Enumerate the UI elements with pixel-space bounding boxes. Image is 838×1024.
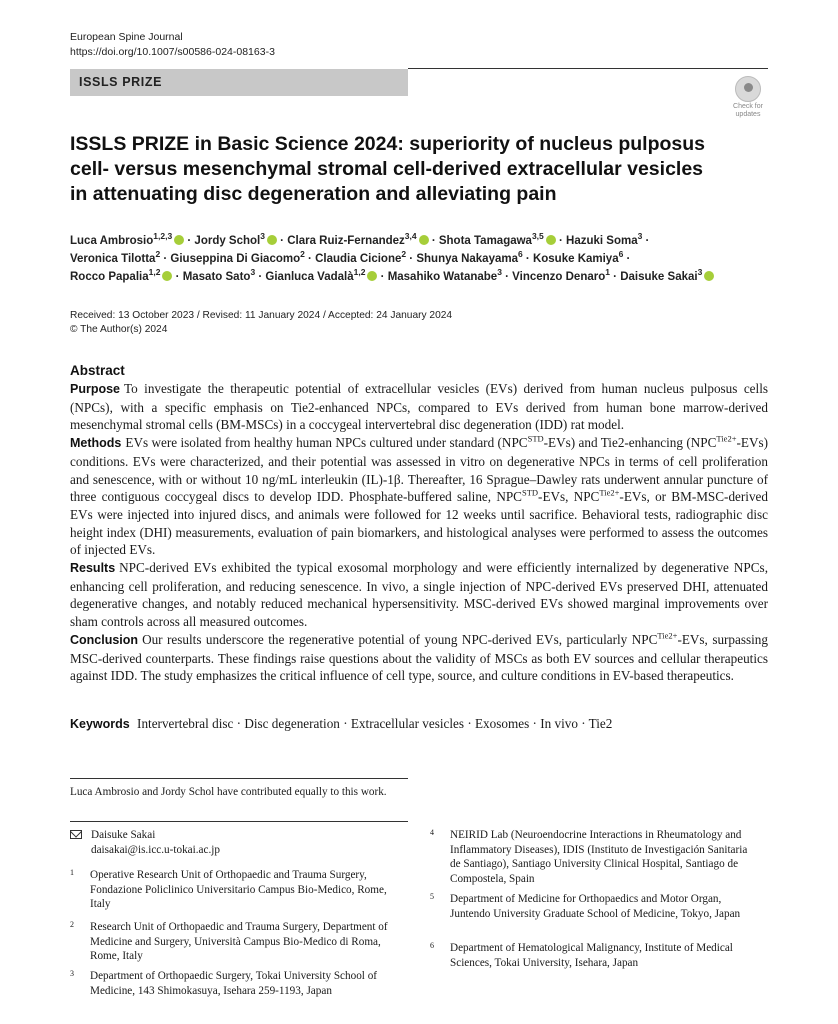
author-affiliation: 3 [250,267,256,278]
orcid-icon[interactable] [162,271,172,281]
author-affiliation: 1 [605,267,610,278]
abstract-methods: Methods EVs were isolated from healthy human NPCs cultured under standard $(NPC^{STD}-EVs)$ and Tie2-enhancing $(NPC^{Tie2+}-EVs)$ conditions. EVs were characterized, and their potential was assessed in vitro on degenerative NPCs in terms of cell proliferation and senescence, with or without 10 ng/mL interleukin (IL)-1β. Thereafter, 16 Sprague–Dawley rats underwent annular puncture of three contiguous coccygeal discs to develop IDD. Phosphate-buffered saline, $NPC^{STD}$-EVs, $NPC^{Tie2+}$-EVs, or BM-MSC-derived EVs were injected into injured discs, and animals were followed for 12 weeks until sacrifice. Behavioral tests, radiographic disc height index (DHI) measurements, evaluation of pain biomarkers, and histological analyses were performed to assess the outcomes of injected EVs. [70,433,768,558]
affiliation-2: 2 Research Unit of Orthopaedic and Trauma Surgery, Department of Medicine and Surgery, Università Campus Bio-Medico di Roma, Rome, Italy [70,920,388,962]
title-line-3: in attenuating disc degeneration and alleviating pain [70,183,557,205]
author-affiliation: 2 [401,249,407,260]
correspondence-name: Daisuke Sakai [91,829,156,841]
affiliation-5: 5 Department of Medicine for Orthopaedics and Motor Organ, Juntendo University Graduate School of Medicine, Tokyo, Japan [430,892,741,920]
author-affiliation: 3,4 [404,231,417,242]
author[interactable]: Rocco Papalia$^{1,2}$ [70,271,172,283]
author[interactable]: Daisuke Sakai$^3$ [620,271,714,283]
author[interactable]: Luca Ambrosio$^{1,2,3}$ [70,235,184,247]
author-affiliation: 1,2 [353,267,366,278]
article-title [70,132,710,207]
author[interactable]: Masato Sato$^3$ [182,267,256,283]
abstract-conclusion: Conclusion Our results underscore the regenerative potential of young NPC-derived EVs, particularly $NPC^{Tie2+}$-EVs, surpassing MSC-derived counterparts. These findings raise questions about the validity of MSCs as both EV sources and cellular therapeutics against IDD. The study emphasizes the critical influence of cell type, source, and culture conditions in EV-based therapeutics. [70,630,768,684]
keywords-label: Keywords [70,717,130,731]
author-affiliation: 3 [497,267,502,278]
orcid-icon[interactable] [174,235,184,245]
affiliation-3: 3 Department of Orthopaedic Surgery, Tokai University School of Medicine, 143 Shimokasuya, Isehara 259-1193, Japan [70,969,378,997]
methods-label: Methods [70,436,122,451]
author-affiliation: 6 [618,249,624,260]
orcid-icon[interactable] [267,235,277,245]
title-line-1: ISSLS PRIZE in Basic Science 2024: superiority of nucleus pulposus [70,133,706,155]
author-affiliation: 6 [517,249,523,260]
author-line: Rocco Papalia$^{1,2}$ · Masato Sato$^3$ · Gianluca Vadalà$^{1,2}$ · Masahiko Watanabe$^3$ · Vincenzo Denaro$^1$ · Daisuke Sakai$^3$ [70,268,770,286]
history-dates: Received: 13 October 2023 / Revised: 11 January 2024 / Accepted: 24 January 2024 [70,310,453,321]
purpose-label: Purpose [70,382,121,396]
journal-name: European Spine Journal [70,31,183,43]
check-for-updates-icon [735,76,761,102]
section-label: ISSLS PRIZE [79,75,163,89]
title-line-2: cell- versus mesenchymal stromal cell-derived extracellular vesicles [70,158,704,180]
article-dates [70,309,452,337]
orcid-icon[interactable] [546,235,556,245]
author[interactable]: Veronica Tilotta$^2$ [70,249,161,265]
abstract-results: Results NPC-derived EVs exhibited the typical exosomal morphology and were efficiently internalized by degenerative NPCs, enhancing cell proliferation, and reducing senescence. In vivo, a single injection of NPC-derived EVs preserved DHI, attenuated degenerative changes, and notably reduced mechanical hypersensitivity. MSC-derived EVs showed marginal improvements over sham controls across all measured outcomes. [70,560,768,630]
footnote-rule [70,778,408,779]
affiliation-4: 4 NEIRID Lab (Neuroendocrine Interactions in Rheumatology and Inflammatory Diseases), IDIS (Instituto de Investigación Sanitaria de Santiago), Santiago University Clinical Hospital, Santiago de Compostela, Spain [430,828,748,885]
abstract [70,362,768,685]
author[interactable]: Vincenzo Denaro$^1$ [512,267,610,283]
author-affiliation: 2 [155,249,161,260]
journal-header [70,30,275,60]
author[interactable]: Kosuke Kamiya$^6$ [532,249,624,265]
envelope-icon [70,830,82,839]
author-affiliation: 3 [260,231,265,242]
section-banner [70,69,408,96]
contribution-note: Luca Ambrosio and Jordy Schol have contributed equally to this work. [70,786,387,798]
author[interactable]: Masahiko Watanabe$^3$ [387,267,502,283]
author-line: Luca Ambrosio$^{1,2,3}$ · Jordy Schol$^3$ · Clara Ruiz-Fernandez$^{3,4}$ · Shota Tamagawa$^{3,5}$ · Hazuki Soma$^3$ · [70,231,650,247]
author[interactable]: Shunya Nakayama$^6$ [416,249,523,265]
author-affiliation: 1,2,3 [153,231,173,242]
abstract-heading: Abstract [70,363,125,378]
check-for-updates-button[interactable] [727,76,769,118]
correspondence [70,828,400,857]
author-line: Veronica Tilotta$^2$ · Giuseppina Di Giacomo$^2$ · Claudia Cicione$^2$ · Shunya Nakayama$^6$ · Kosuke Kamiya$^6$ · [70,249,631,265]
author[interactable]: Claudia Cicione$^2$ [315,249,407,265]
orcid-icon[interactable] [419,235,429,245]
author[interactable]: Hazuki Soma$^3$ [566,231,643,247]
author-affiliation: 1,2 [148,267,161,278]
author-affiliation: 2 [300,249,305,260]
author[interactable]: Gianluca Vadalà$^{1,2}$ [265,271,377,283]
author-affiliation: 3,5 [531,231,544,242]
author-affiliation: 3 [697,267,703,278]
copyright: © The Author(s) 2024 [70,324,168,335]
results-label: Results [70,561,116,576]
orcid-icon[interactable] [367,271,377,281]
author-affiliation: 3 [637,231,643,242]
header-rule [408,68,768,69]
affiliation-1: 1 Operative Research Unit of Orthopaedic and Trauma Surgery, Fondazione Policlinico Universitario Campus Bio-Medico, Rome, Italy [70,868,387,910]
keywords-text: Intervertebral disc · Disc degeneration · Extracellular vesicles · Exosomes · In vivo · Tie2 [137,716,613,731]
abstract-purpose: Purpose To investigate the therapeutic potential of extracellular vesicles (EVs) derived from human nucleus pulposus cells (NPCs), with a specific emphasis on Tie2-enhanced NPCs, compared to EVs derived from human bone marrow-derived mesenchymal stromal cells (BM-MSCs) in a coccygeal intervertebral disc degeneration (IDD) rat model. [70,381,768,433]
footnote-rule [70,821,408,822]
keywords [70,715,768,733]
conclusion-label: Conclusion [70,632,139,647]
correspondence-email[interactable]: daisakai@is.icc.u-tokai.ac.jp [91,843,220,856]
affiliation-6: 6 Department of Hematological Malignancy, Institute of Medical Sciences, Tokai University, Isehara, Japan [430,941,733,969]
author-list [70,232,770,286]
doi-link[interactable]: https://doi.org/10.1007/s00586-024-08163-3 [70,46,275,58]
author[interactable]: Clara Ruiz-Fernandez$^{3,4}$ [287,235,428,247]
author[interactable]: Giuseppina Di Giacomo$^2$ [170,249,305,265]
check-for-updates-label: Check for updates [733,103,763,118]
author[interactable]: Jordy Schol$^3$ [194,235,277,247]
orcid-icon[interactable] [704,271,714,281]
author[interactable]: Shota Tamagawa$^{3,5}$ [439,235,556,247]
